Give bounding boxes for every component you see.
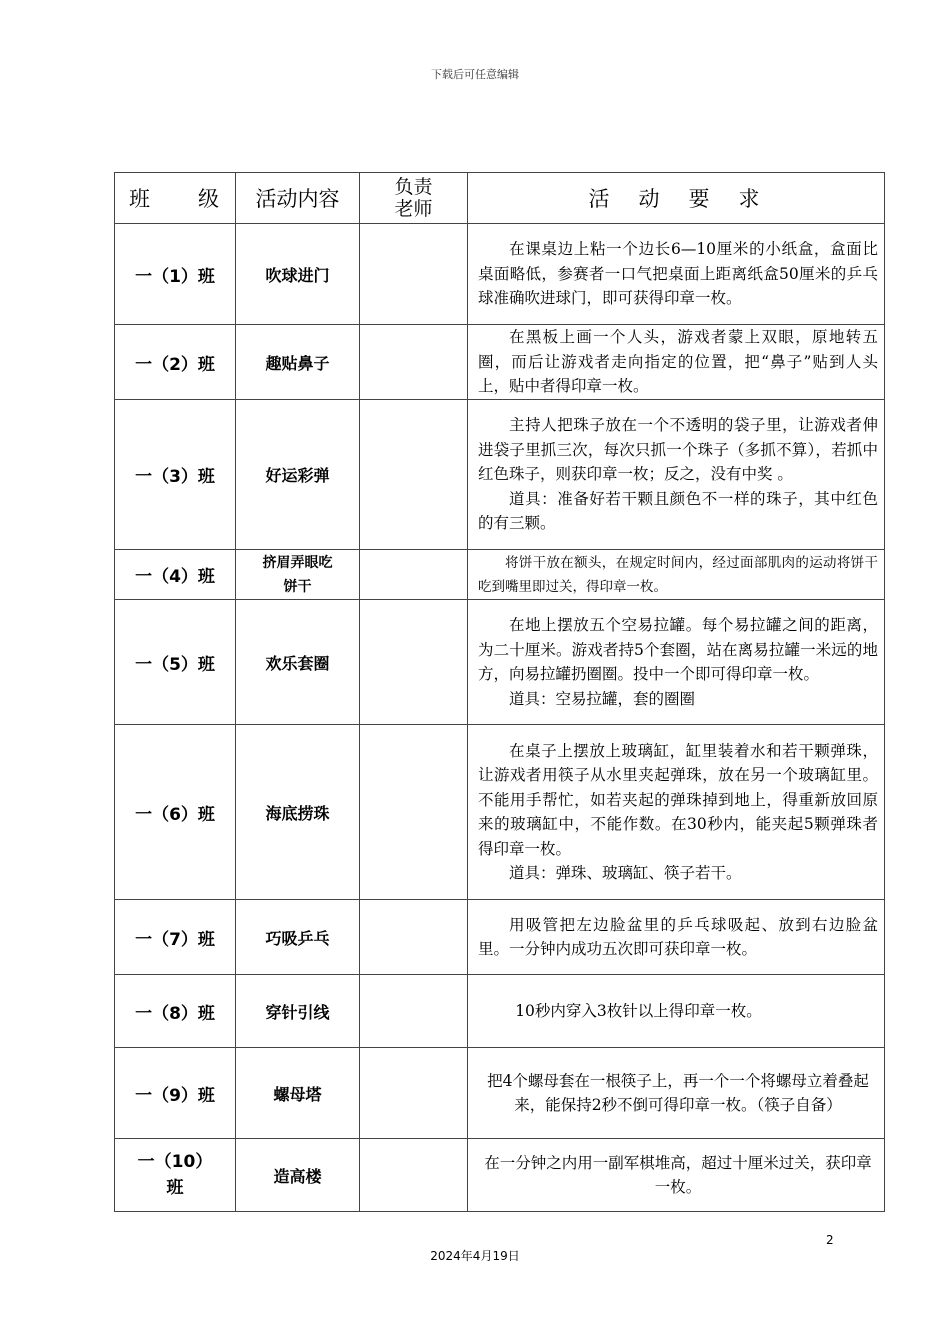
teacher-cell xyxy=(360,600,468,725)
requirements-cell xyxy=(468,600,885,725)
requirement-props: 道具：空易拉罐，套的圈圈 xyxy=(509,689,696,708)
requirement-props: 道具：弹珠、玻璃缸、筷子若干。 xyxy=(509,864,742,882)
requirement-text: 在地上摆放五个空易拉罐。每个易拉罐之间的距离，为二十厘米。游戏者持5个套圈，站在离易拉罐一米远的地方，向易拉罐扔圈圈。投中一个即可得印章一枚。 xyxy=(478,616,878,683)
table-row xyxy=(115,325,885,400)
table-row xyxy=(115,550,885,600)
teacher-cell xyxy=(360,1139,468,1212)
requirement-text: 在黑板上画一个人头，游戏者蒙上双眼，原地转五圈，而后让游戏者走向指定的位置，把“鼻子”贴到人头上，贴中者得印章一枚。 xyxy=(478,328,878,396)
activity-cell: 造高楼 xyxy=(236,1139,360,1212)
teacher-cell xyxy=(360,224,468,325)
table-header-row xyxy=(115,173,885,224)
teacher-cell xyxy=(360,325,468,400)
requirements-cell xyxy=(468,900,885,975)
requirements-cell xyxy=(468,725,885,900)
teacher-cell xyxy=(360,400,468,550)
activity-cell: 好运彩弹 xyxy=(236,400,360,550)
requirement-text: 10秒内穿入3枚针以上得印章一枚。 xyxy=(515,1001,762,1020)
activity-cell: 螺母塔 xyxy=(236,1048,360,1139)
requirement-text: 将饼干放在额头，在规定时间内，经过面部肌肉的运动将饼干吃到嘴里即过关，得印章一枚。 xyxy=(478,554,878,595)
class-cell: 一（5）班 xyxy=(115,600,236,725)
column-header-requirements: 活 动 要 求 xyxy=(468,173,885,224)
class-cell: 一（1）班 xyxy=(115,224,236,325)
class-cell: 一（8）班 xyxy=(115,975,236,1048)
table-row xyxy=(115,224,885,325)
requirements-cell xyxy=(468,975,885,1048)
page-date: 2024年4月19日 xyxy=(430,1249,520,1263)
table-row xyxy=(115,1139,885,1212)
requirement-text: 主持人把珠子放在一个不透明的袋子里，让游戏者伸进袋子里抓三次，每次只抓一个珠子（多抓不算），若抓中红色珠子，则获印章一枚；反之，没有中奖 。 xyxy=(478,416,878,484)
teacher-cell xyxy=(360,900,468,975)
activity-cell: 吹球进门 xyxy=(236,224,360,325)
activity-cell: 趣贴鼻子 xyxy=(236,325,360,400)
requirement-props: 道具：准备好若干颗且颜色不一样的珠子，其中红色的有三颗。 xyxy=(478,489,878,533)
column-header-teacher: 负责老师 xyxy=(360,173,468,224)
table-row xyxy=(115,725,885,900)
column-header-class: 班 级 xyxy=(115,173,236,224)
activity-cell: 海底捞珠 xyxy=(236,725,360,900)
teacher-cell xyxy=(360,1048,468,1139)
activity-cell: 穿针引线 xyxy=(236,975,360,1048)
requirements-cell xyxy=(468,1139,885,1212)
requirements-cell xyxy=(468,400,885,550)
table-row xyxy=(115,400,885,550)
requirement-text: 在桌子上摆放上玻璃缸，缸里装着水和若干颗弹珠，让游戏者用筷子从水里夹起弹珠，放在另一个玻璃缸里。不能用手帮忙，如若夹起的弹珠掉到地上，得重新放回原来的玻璃缸中，不能作数。在30秒内，能夹起5颗弹珠者得印章一枚。 xyxy=(478,741,878,858)
page-header: 下载后可任意编辑 xyxy=(431,68,519,81)
class-cell: 一（9）班 xyxy=(115,1048,236,1139)
requirement-text: 在课桌边上粘一个边长6—10厘米的小纸盒，盒面比桌面略低，参赛者一口气把桌面上距离纸盒50厘米的乒乓球准确吹进球门，即可获得印章一枚。 xyxy=(478,240,878,308)
requirement-text: 把4个螺母套在一根筷子上，再一个一个将螺母立着叠起来，能保持2秒不倒可得印章一枚。（筷子自备） xyxy=(487,1071,869,1114)
table-row xyxy=(115,900,885,975)
class-cell: 一（3）班 xyxy=(115,400,236,550)
activity-cell: 挤眉弄眼吃饼干 xyxy=(236,550,360,600)
teacher-cell xyxy=(360,550,468,600)
class-cell: 一（6）班 xyxy=(115,725,236,900)
requirements-cell xyxy=(468,550,885,600)
requirements-cell xyxy=(468,1048,885,1139)
requirement-text: 在一分钟之内用一副军棋堆高，超过十厘米过关，获印章一枚。 xyxy=(484,1153,872,1196)
requirements-cell xyxy=(468,325,885,400)
table-row xyxy=(115,1048,885,1139)
teacher-cell xyxy=(360,975,468,1048)
class-cell: 一（4）班 xyxy=(115,550,236,600)
class-cell: 一（10）班 xyxy=(115,1139,236,1212)
class-cell: 一（2）班 xyxy=(115,325,236,400)
page-number: 2 xyxy=(826,1233,834,1247)
requirement-text: 用吸管把左边脸盆里的乒乓球吸起、放到右边脸盆里。一分钟内成功五次即可获印章一枚。 xyxy=(478,915,878,958)
teacher-cell xyxy=(360,725,468,900)
activity-table xyxy=(114,172,885,1212)
class-cell: 一（7）班 xyxy=(115,900,236,975)
column-header-activity: 活动内容 xyxy=(236,173,360,224)
table-row xyxy=(115,600,885,725)
table-row xyxy=(115,975,885,1048)
activity-cell: 巧吸乒乓 xyxy=(236,900,360,975)
activity-cell: 欢乐套圈 xyxy=(236,600,360,725)
requirements-cell xyxy=(468,224,885,325)
